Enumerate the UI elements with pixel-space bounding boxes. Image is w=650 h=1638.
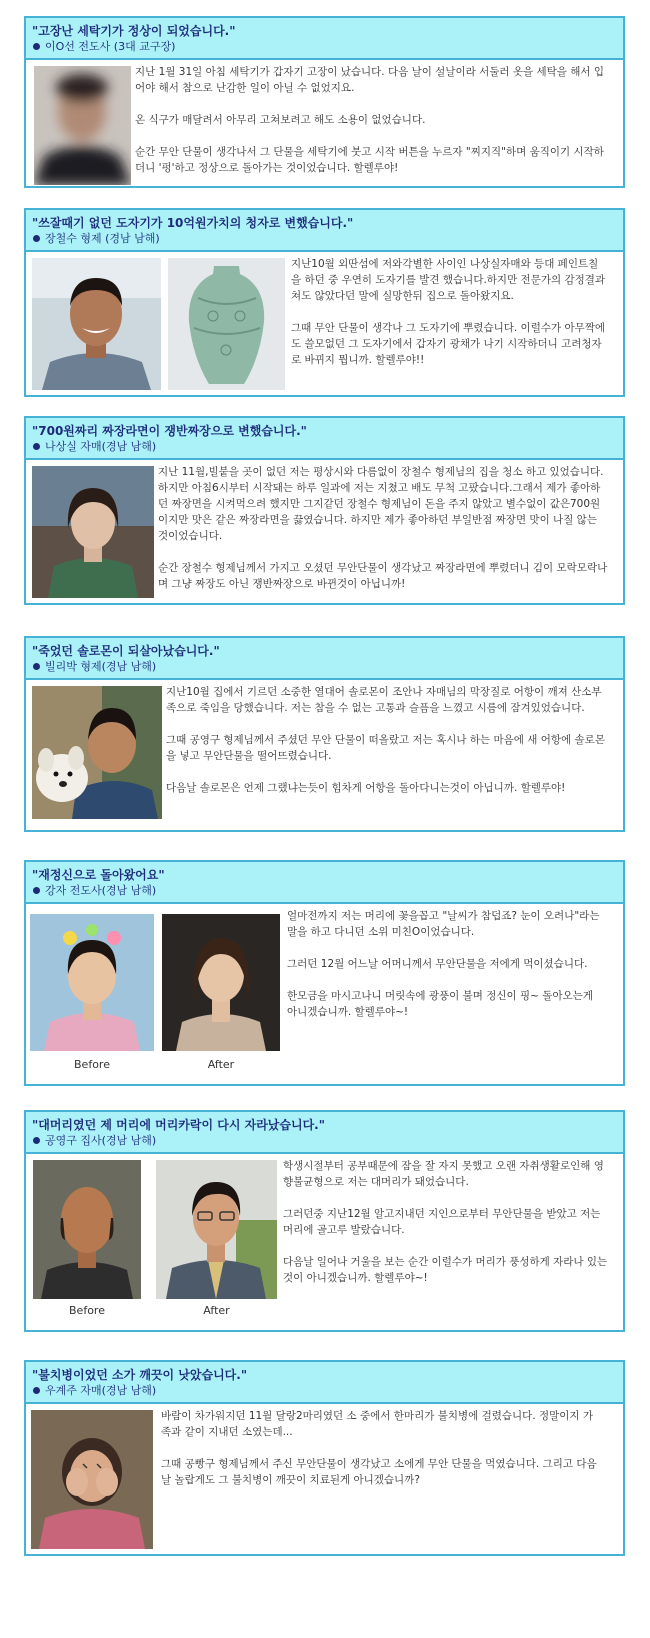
story-header (26, 1362, 623, 1404)
story-text: 바람이 차가워지던 11월 달랑2마리였던 소 중에서 한마리가 불치병에 걸렸습니다. 정말이지 가족과 같이 지내던 소였는데... 그때 공빵구 형제님께서 주신 무안단물이 생각났고 소에게 무안 단물을 먹였습니다. 그리고 다음날 놀랍게도 그 불치병이 깨끗이 치료된게 아니겠습니까? (161, 1410, 597, 1486)
story-card (24, 416, 625, 605)
bullet-icon (33, 235, 40, 242)
smiling-man-photo (32, 258, 161, 390)
story-title: "대머리였던 제 머리에 머리카락이 다시 자라났습니다." (32, 1118, 325, 1132)
before-caption: Before (69, 1304, 105, 1317)
bullet-icon (33, 1387, 40, 1394)
story-header (26, 210, 623, 252)
story-title: "쓰잘때기 없던 도자기가 10억원가치의 청자로 변했습니다." (32, 216, 354, 230)
story-card (24, 860, 625, 1086)
story-text: 얼마전까지 저는 머리에 꽃을꼽고 "날씨가 참덥죠? 눈이 오려나"라는 말을 하고 다니던 소위 미친O이었습니다. 그러던 12월 어느날 어머니께서 무안단물을 저에게 먹이셨습니다. 한모금을 마시고나니 머릿속에 광풍이 불며 정신이 핑~ 돌아오는게 아니겠습니까. 할렐루야~! (287, 910, 600, 1018)
woman-covering-face-photo (31, 1410, 153, 1549)
story-author (32, 39, 617, 55)
story-title: "재정신으로 돌아왔어요" (32, 868, 165, 882)
story-text: 지난10월 집에서 기르던 소중한 열대어 솔로몬이 조안나 자매님의 막장질로 어항이 깨져 산소부족으로 죽임을 당했습니다. 저는 참을 수 없는 고통과 슬픔을 느꼈고 시름에 잠겨있었습니다. 그때 공영구 형제님께서 주셨던 무안 단물이 떠올랐고 저는 혹시나 하는 마음에 새 어항에 솔로몬을 넣고 무안단물을 떨어뜨렸습니다. 다음날 솔로몬은 언제 그랬냐는듯이 힘차게 어항을 돌아다니는것이 아닙니까. 할렐루야! (166, 686, 605, 794)
story-header (26, 638, 623, 680)
after-caption: After (203, 1304, 230, 1317)
story-title: "불치병이었던 소가 깨끗이 낫았습니다." (32, 1368, 248, 1382)
bullet-icon (33, 43, 40, 50)
story-card (24, 16, 625, 188)
author-name: 나상실 자매(경남 남해) (45, 440, 157, 453)
before-caption: Before (74, 1058, 110, 1071)
story-text: 지난 11월,빌붙을 곳이 없던 저는 평상시와 다름없이 장철수 형제님의 집을 청소 하고 있었습니다.하지만 아침6시부터 시작돼는 하루 일과에 저는 지쳤고 배도 무척 고팠습니다.그래서 제가 좋아하던 짜장면을 시켜먹으려 했지만 그지같던 장철수 형제님이 돈을 주지 않았고 별수없이 값은700원이지만 맛은 같은 짜장라면을 끓였습니다. 하지만 제가 좋아하던 부일반점 짜장면 맛이 나질 않는 것이었습니다. 순간 장철수 형제님께서 가지고 오셨던 무안단물이 생각났고 짜장라면에 뿌렸더니 김이 모락모락나며 그냥 짜장도 아닌 쟁반짜장으로 바뀐것이 아닙니까! (158, 466, 608, 590)
story-header (26, 1112, 623, 1154)
celadon-vase-photo (168, 258, 285, 390)
story-card (24, 1360, 625, 1556)
story-author (32, 439, 617, 455)
story-header (26, 862, 623, 904)
man-with-dog-photo (32, 686, 162, 819)
author-name: 강자 전도사(경남 남해) (45, 884, 157, 897)
bullet-icon (33, 443, 40, 450)
woman-seaside-photo (32, 466, 154, 598)
author-name: 공영구 집사(경남 남해) (45, 1134, 157, 1147)
bullet-icon (33, 887, 40, 894)
story-title: "고장난 세탁기가 정상이 되었습니다." (32, 24, 236, 38)
story-author (32, 1133, 617, 1149)
after-caption: After (207, 1058, 235, 1071)
author-name: 장철수 형제 (경남 남해) (45, 232, 160, 245)
bullet-icon (33, 1137, 40, 1144)
story-author (32, 659, 617, 675)
author-name: 우계주 자매(경남 남해) (45, 1384, 157, 1397)
blurred-portrait-photo (34, 66, 131, 185)
story-text: 학생시절부터 공부때문에 잠을 잘 자지 못했고 오랜 자취생활로인해 영향불균형으로 저는 대머리가 돼었습니다. 그러던중 지난12월 알고지내던 지인으로부터 무안단물을 받았고 저는 머리에 골고루 발랐습니다. 다음날 일어나 거울을 보는 순간 이럴수가 머리가 풍성하게 자라나 있는것이 아니겠습니까. 할렐루야~! (283, 1160, 608, 1284)
story-card (24, 208, 625, 397)
story-text: 지난10월 외딴섬에 저와각별한 사이인 나상실자매와 등대 페인트칠을 하던 중 우연히 도자기를 발견 했습니다.하지만 전문가의 감정결과 쳐도 않았다던 말에 실망한뒤 집으로 돌아왔지요. 그때 무안 단물이 생각나 그 도자기에 뿌렸습니다. 이럴수가 아무짝에도 쓸모없던 그 도자기에서 갑자기 광채가 나기 시작하더니 고려청자로 바뀌지 뭡니까. 할렐루야!! (291, 258, 606, 366)
story-card (24, 636, 625, 832)
story-author (32, 231, 617, 247)
story-card (24, 1110, 625, 1332)
bald-man-before-photo (33, 1160, 141, 1299)
author-name: 이O선 전도사 (3대 교구장) (45, 40, 176, 53)
woman-before-photo (30, 914, 154, 1051)
man-with-hair-after-photo (156, 1160, 277, 1299)
author-name: 빌리박 형제(경남 남해) (45, 660, 157, 673)
woman-after-photo (162, 914, 280, 1051)
story-header (26, 18, 623, 60)
story-author (32, 883, 617, 899)
bullet-icon (33, 663, 40, 670)
story-title: "죽었던 솔로몬이 되살아났습니다." (32, 644, 220, 658)
story-header (26, 418, 623, 460)
story-author (32, 1383, 617, 1399)
story-title: "700원짜리 짜장라면이 쟁반짜장으로 변했습니다." (32, 424, 307, 438)
story-text: 지난 1월 31일 아침 세탁기가 갑자기 고장이 났습니다. 다음 날이 설날이라 서둘러 옷을 세탁을 해서 입어야 해서 참으로 난감한 일이 아닐 수 없었지요. 온 식구가 매달려서 아무리 고쳐보려고 해도 소용이 없었습니다. 순간 무안 단물이 생각나서 그 단물을 세탁기에 붓고 시작 버튼을 누르자 "찌지직"하며 움직이기 시작하더니 '펑'하고 정상으로 돌아가는 것이었습니다. 할렐루야! (135, 66, 605, 174)
